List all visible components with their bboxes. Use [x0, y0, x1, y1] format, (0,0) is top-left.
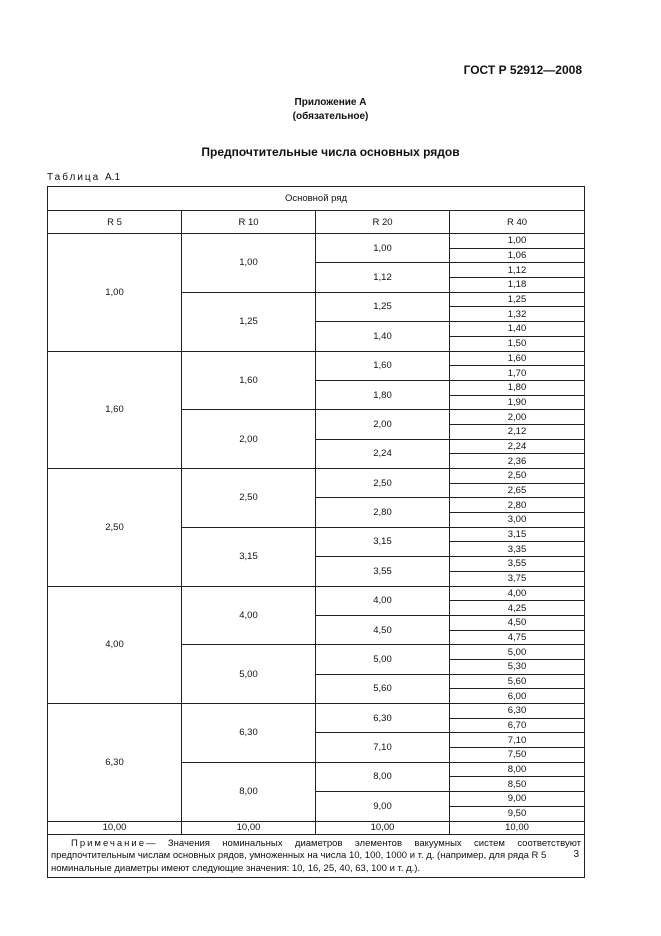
r40-value: 1,32 [450, 307, 585, 322]
r40-value: 10,00 [450, 821, 585, 834]
r40-value: 1,90 [450, 395, 585, 410]
group-header: Основной ряд [48, 187, 585, 211]
r40-value: 1,80 [450, 380, 585, 395]
table-row [48, 469, 585, 484]
r40-value: 1,60 [450, 351, 585, 366]
r10-value: 2,00 [182, 410, 316, 469]
note-line-1 [51, 838, 581, 851]
r40-value: 5,00 [450, 645, 585, 660]
r20-value: 2,00 [316, 410, 450, 439]
table-row-final [48, 821, 585, 834]
r40-value: 2,00 [450, 410, 585, 425]
r20-value: 1,40 [316, 322, 450, 351]
r5-value: 2,50 [48, 469, 182, 587]
r40-value: 5,60 [450, 674, 585, 689]
r40-value: 6,70 [450, 718, 585, 733]
r20-value: 3,55 [316, 557, 450, 586]
r20-value: 1,80 [316, 380, 450, 409]
r40-value: 2,24 [450, 439, 585, 454]
r40-value: 3,00 [450, 513, 585, 528]
r20-value: 10,00 [316, 821, 450, 834]
r40-value: 1,06 [450, 248, 585, 263]
r40-value: 4,50 [450, 615, 585, 630]
r40-value: 1,50 [450, 336, 585, 351]
r10-value: 6,30 [182, 704, 316, 763]
r10-value: 1,25 [182, 292, 316, 351]
r40-value: 1,40 [450, 322, 585, 337]
r40-value: 2,65 [450, 483, 585, 498]
r40-value: 3,75 [450, 571, 585, 586]
r40-value: 9,00 [450, 792, 585, 807]
r10-value: 1,00 [182, 234, 316, 293]
r40-value: 2,50 [450, 469, 585, 484]
r5-value: 10,00 [48, 821, 182, 834]
r20-value: 8,00 [316, 762, 450, 791]
r5-value: 6,30 [48, 704, 182, 822]
r40-value: 8,50 [450, 777, 585, 792]
r10-value: 1,60 [182, 351, 316, 410]
r5-value: 1,60 [48, 351, 182, 469]
table-caption-label: Таблица [47, 172, 101, 183]
r40-value: 1,70 [450, 366, 585, 381]
r10-value: 10,00 [182, 821, 316, 834]
r10-value: 4,00 [182, 586, 316, 645]
r40-value: 4,25 [450, 601, 585, 616]
r20-value: 5,00 [316, 645, 450, 674]
r40-value: 1,12 [450, 263, 585, 278]
table-column-header-row [48, 211, 585, 234]
r20-value: 2,80 [316, 498, 450, 527]
r20-value: 3,15 [316, 527, 450, 556]
r40-value: 7,50 [450, 748, 585, 763]
r20-value: 5,60 [316, 674, 450, 703]
r20-value: 1,00 [316, 234, 450, 263]
table-row [48, 586, 585, 601]
r40-value: 7,10 [450, 733, 585, 748]
r5-value: 1,00 [48, 234, 182, 352]
r40-value: 1,18 [450, 278, 585, 293]
column-header-r5: R 5 [48, 211, 182, 234]
r10-value: 8,00 [182, 762, 316, 821]
section-title: Предпочтительные числа основных рядов [201, 145, 460, 159]
r40-value: 2,80 [450, 498, 585, 513]
r5-value: 4,00 [48, 586, 182, 704]
r20-value: 2,24 [316, 439, 450, 468]
r10-value: 2,50 [182, 469, 316, 528]
r40-value: 2,36 [450, 454, 585, 469]
r40-value: 5,30 [450, 659, 585, 674]
table-row [48, 351, 585, 366]
table-group-header-row [48, 187, 585, 211]
table-row [48, 704, 585, 719]
r10-value: 5,00 [182, 645, 316, 704]
r40-value: 1,25 [450, 292, 585, 307]
r10-value: 3,15 [182, 527, 316, 586]
r20-value: 9,00 [316, 792, 450, 821]
table-caption-number: А.1 [105, 172, 121, 183]
table-caption [47, 172, 120, 183]
note-line-3: номинальные диаметры имеют следующие значения: 10, 16, 25, 40, 63, 100 и т. д.). [51, 862, 421, 874]
r20-value: 4,50 [316, 615, 450, 644]
note-line-2: предпочтительным числам основных рядов, умноженных на числа 10, 100, 1000 и т. д. (например, для ряда R 5 [51, 850, 547, 861]
r40-value: 4,00 [450, 586, 585, 601]
r40-value: 4,75 [450, 630, 585, 645]
table-row [48, 234, 585, 249]
note-text-1: — Значения номинальных диаметров элементов вакуумных систем соответствуют [146, 837, 581, 849]
r40-value: 3,15 [450, 527, 585, 542]
r40-value: 2,12 [450, 424, 585, 439]
r40-value: 9,50 [450, 806, 585, 821]
r40-value: 3,55 [450, 557, 585, 572]
r40-value: 6,30 [450, 704, 585, 719]
r20-value: 6,30 [316, 704, 450, 733]
r20-value: 4,00 [316, 586, 450, 615]
r40-value: 1,00 [450, 234, 585, 249]
column-header-r40: R 40 [450, 211, 585, 234]
r40-value: 3,35 [450, 542, 585, 557]
appendix-heading [0, 96, 661, 124]
appendix-status: (обязательное) [292, 111, 369, 122]
appendix-title: Приложение А [294, 97, 367, 108]
r40-value: 8,00 [450, 762, 585, 777]
standard-number: ГОСТ Р 52912—2008 [463, 63, 582, 77]
page-number: 3 [573, 849, 579, 860]
r20-value: 2,50 [316, 469, 450, 498]
r20-value: 1,60 [316, 351, 450, 380]
note-label: Примечание [71, 837, 146, 849]
r20-value: 1,12 [316, 263, 450, 292]
r40-value: 6,00 [450, 689, 585, 704]
table-note [48, 834, 585, 878]
r20-value: 7,10 [316, 733, 450, 762]
column-header-r10: R 10 [182, 211, 316, 234]
table-note-row [48, 834, 585, 878]
r20-value: 1,25 [316, 292, 450, 321]
column-header-r20: R 20 [316, 211, 450, 234]
preferred-numbers-table [47, 186, 585, 878]
